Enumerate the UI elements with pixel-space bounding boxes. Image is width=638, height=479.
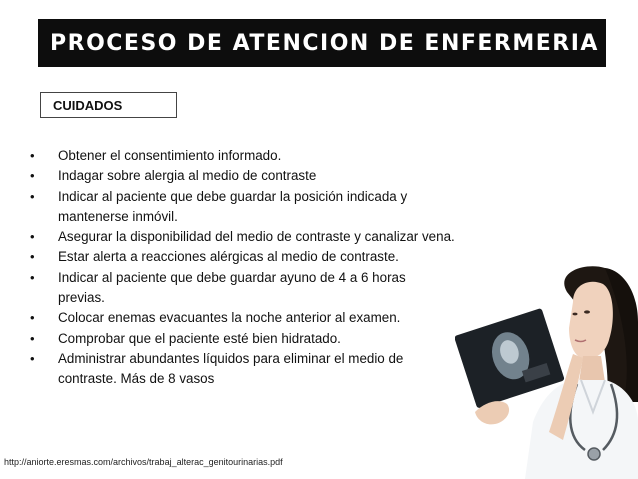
bullet-icon: • [30, 269, 35, 285]
list-item-text: Asegurar la disponibilidad del medio de contraste y canalizar vena. [58, 229, 455, 245]
nurse-xray-photo [455, 262, 638, 479]
bullet-icon: • [30, 148, 35, 163]
list-item-text: Administrar abundantes líquidos para eliminar el medio de contraste. Más de 8 vasos [58, 350, 404, 387]
list-item-text: Indicar al paciente que debe guardar ayuno de 4 a 6 horas previas. [58, 269, 406, 306]
list-item-text: Obtener el consentimiento informado. [58, 148, 282, 163]
section-label-box [40, 92, 177, 118]
bullet-icon: • [30, 330, 35, 346]
list-item-text: Colocar enemas evacuantes la noche anterior al examen. [58, 310, 401, 326]
list-item-text: Estar alerta a reacciones alérgicas al medio de contraste. [58, 249, 399, 265]
list-item-text: Indagar sobre alergia al medio de contraste [58, 168, 317, 184]
list-item [25, 227, 455, 247]
bullet-icon: • [30, 350, 35, 366]
title-banner [38, 19, 606, 67]
bullet-icon: • [30, 229, 35, 245]
care-list [25, 146, 455, 390]
list-item [25, 166, 455, 186]
list-item [25, 268, 455, 309]
page-title: PROCESO DE ATENCION DE ENFERMERIA [50, 30, 599, 56]
list-item [25, 187, 455, 228]
section-label: CUIDADOS [53, 97, 123, 113]
list-item [25, 329, 455, 349]
bullet-icon: • [30, 249, 35, 265]
list-item [25, 247, 455, 267]
source-url: http://aniorte.eresmas.com/archivos/trabaj_alterac_genitourinarias.pdf [4, 457, 283, 467]
list-item [25, 146, 455, 166]
list-item [25, 308, 455, 328]
list-item [25, 349, 455, 390]
bullet-icon: • [30, 310, 35, 326]
bullet-icon: • [30, 188, 35, 204]
list-item-text: Comprobar que el paciente esté bien hidratado. [58, 330, 341, 346]
bullet-icon: • [30, 168, 35, 184]
list-item-text: Indicar al paciente que debe guardar la posición indicada y mantenerse inmóvil. [58, 188, 408, 224]
